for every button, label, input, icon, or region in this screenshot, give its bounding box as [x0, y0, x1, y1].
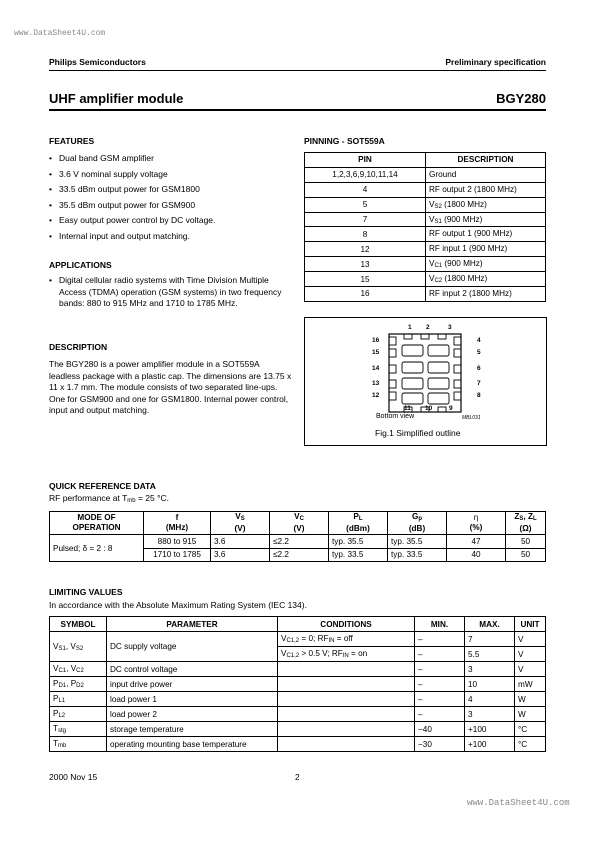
- figure-code: MBL031: [462, 415, 481, 421]
- watermark-bottom: www.DataSheet4U.com: [467, 798, 570, 808]
- pin-label: 10: [425, 405, 433, 412]
- min-cell: –: [415, 692, 465, 707]
- table-cell: ≤2.2: [270, 548, 329, 562]
- package-outline-drawing: [305, 318, 546, 445]
- table-row: [50, 737, 546, 752]
- table-row: [305, 257, 546, 272]
- table-row: [50, 662, 546, 677]
- conditions-cell: [278, 707, 415, 722]
- applications-list: [49, 275, 292, 310]
- pin-description-cell: VS2 (1800 MHz): [426, 197, 546, 212]
- table-cell: 1710 to 1785: [144, 548, 211, 562]
- vs-parameter-cell: DC supply voltage: [107, 632, 278, 662]
- eta-header: η (%): [447, 512, 506, 535]
- conditions-cell: [278, 662, 415, 677]
- parameter-cell: input drive power: [107, 677, 278, 692]
- min-cell: −40: [415, 722, 465, 737]
- pin-description-cell: RF input 2 (1800 MHz): [426, 287, 546, 302]
- features-heading: FEATURES: [49, 136, 95, 146]
- pin-description-cell: VC1 (900 MHz): [426, 257, 546, 272]
- pin-description-cell: RF output 1 (900 MHz): [426, 227, 546, 242]
- unit-cell: W: [515, 707, 546, 722]
- feature-item: • 3.6 V nominal supply voltage: [49, 167, 294, 183]
- conditions-cell: [278, 737, 415, 752]
- table-cell: 5.5: [465, 647, 515, 662]
- pinning-table: [304, 152, 546, 302]
- header-rule: [49, 70, 546, 71]
- table-row: [50, 722, 546, 737]
- description-text: The BGY280 is a power amplifier module in a SOT559A leadless package with a plastic cap. The dimensions are 13.75 x 11 x 1.7 mm. The module consists of two separated line-ups. One for GSM900 and one for GSM1800. Internal power control, input and output matching.: [49, 359, 292, 416]
- feature-item: • Easy output power control by DC voltage.: [49, 213, 294, 229]
- table-cell: 3.6: [211, 535, 270, 549]
- title-rule: [49, 109, 546, 111]
- table-cell: 50: [506, 535, 546, 549]
- pin-label: 16: [372, 337, 380, 344]
- pin-description-cell: RF input 1 (900 MHz): [426, 242, 546, 257]
- quick-reference-subtitle: RF performance at Tmb = 25 °C.: [49, 493, 170, 504]
- table-cell: typ. 35.5: [329, 535, 388, 549]
- applications-heading: APPLICATIONS: [49, 260, 112, 270]
- table-row: [305, 242, 546, 257]
- vc-header: VC (V): [270, 512, 329, 535]
- features-list: [49, 151, 294, 244]
- table-row: [50, 707, 546, 722]
- max-cell: 3: [465, 707, 515, 722]
- pin-label: 11: [404, 405, 411, 412]
- pin-number-cell: 16: [305, 287, 426, 302]
- quick-reference-heading: QUICK REFERENCE DATA: [49, 481, 156, 491]
- pin-number-cell: 15: [305, 272, 426, 287]
- unit-cell: mW: [515, 677, 546, 692]
- company-name: Philips Semiconductors: [49, 57, 146, 67]
- table-row: [50, 692, 546, 707]
- table-row: [305, 212, 546, 227]
- symbol-cell: PD1, PD2: [50, 677, 107, 692]
- pin-number-cell: 1,2,3,6,9,10,11,14: [305, 167, 426, 182]
- feature-item: • 35.5 dBm output power for GSM900: [49, 198, 294, 214]
- pin-label: 8: [477, 392, 481, 399]
- conditions-cell: [278, 692, 415, 707]
- symbol-cell: PL1: [50, 692, 107, 707]
- pin-label: 13: [372, 380, 380, 387]
- pin-label: 2: [426, 324, 430, 331]
- unit-header: UNIT: [515, 617, 546, 632]
- pin-description-cell: Ground: [426, 167, 546, 182]
- vs-condition-2: VC1,2 > 0.5 V; RFIN = on: [278, 647, 415, 662]
- symbol-cell: VC1, VC2: [50, 662, 107, 677]
- limiting-values-table: [49, 616, 546, 752]
- feature-item: • 33.5 dBm output power for GSM1800: [49, 182, 294, 198]
- pin-number-cell: 12: [305, 242, 426, 257]
- symbol-cell: Tstg: [50, 722, 107, 737]
- pin-description-cell: VS1 (900 MHz): [426, 212, 546, 227]
- pin-label: 1: [408, 324, 412, 331]
- pin-description-cell: RF output 2 (1800 MHz): [426, 182, 546, 197]
- limiting-values-subtitle: In accordance with the Absolute Maximum Rating System (IEC 134).: [49, 600, 307, 610]
- footer-page-number: 2: [295, 772, 300, 782]
- part-number: BGY280: [496, 91, 546, 106]
- max-cell: 3: [465, 662, 515, 677]
- pin-description-cell: VC2 (1800 MHz): [426, 272, 546, 287]
- table-cell: –: [415, 647, 465, 662]
- vs-symbol-cell: VS1, VS2: [50, 632, 107, 662]
- footer-date: 2000 Nov 15: [49, 772, 98, 782]
- min-cell: –: [415, 707, 465, 722]
- symbol-cell: Tmb: [50, 737, 107, 752]
- table-cell: 3.6: [211, 548, 270, 562]
- pin-label: 14: [372, 365, 380, 372]
- unit-cell: V: [515, 662, 546, 677]
- parameter-cell: operating mounting base temperature: [107, 737, 278, 752]
- unit-cell: °C: [515, 722, 546, 737]
- pin-label: 12: [372, 392, 380, 399]
- max-header: MAX.: [465, 617, 515, 632]
- vs-condition-1: VC1,2 = 0; RFIN = off: [278, 632, 415, 647]
- outline-figure: [304, 317, 547, 446]
- unit-cell: °C: [515, 737, 546, 752]
- pinning-heading: PINNING - SOT559A: [304, 136, 385, 146]
- min-cell: –: [415, 662, 465, 677]
- table-cell: –: [415, 632, 465, 647]
- table-cell: 40: [447, 548, 506, 562]
- pin-number-cell: 13: [305, 257, 426, 272]
- unit-cell: W: [515, 692, 546, 707]
- table-cell: V: [515, 647, 546, 662]
- pin-number-cell: 5: [305, 197, 426, 212]
- parameter-cell: load power 2: [107, 707, 278, 722]
- conditions-cell: [278, 722, 415, 737]
- table-cell: typ. 33.5: [388, 548, 447, 562]
- mode-cell: Pulsed; δ = 2 : 8: [50, 535, 144, 562]
- max-cell: 4: [465, 692, 515, 707]
- min-header: MIN.: [415, 617, 465, 632]
- spec-status: Preliminary specification: [445, 57, 546, 67]
- feature-item: • Internal input and output matching.: [49, 229, 294, 245]
- pin-number-cell: 7: [305, 212, 426, 227]
- pin-label: 9: [449, 405, 453, 412]
- max-cell: +100: [465, 722, 515, 737]
- table-cell: 880 to 915: [144, 535, 211, 549]
- table-cell: V: [515, 632, 546, 647]
- feature-item: • Dual band GSM amplifier: [49, 151, 294, 167]
- limiting-values-heading: LIMITING VALUES: [49, 587, 123, 597]
- conditions-cell: [278, 677, 415, 692]
- figure-caption: Fig.1 Simplified outline: [375, 428, 461, 438]
- pin-column-header: PIN: [305, 153, 426, 168]
- pin-label: 6: [477, 365, 481, 372]
- max-cell: 10: [465, 677, 515, 692]
- vs-header: VS (V): [211, 512, 270, 535]
- pin-number-cell: 8: [305, 227, 426, 242]
- symbol-cell: PL2: [50, 707, 107, 722]
- parameter-header: PARAMETER: [107, 617, 278, 632]
- description-column-header: DESCRIPTION: [426, 153, 546, 168]
- table-row: [305, 287, 546, 302]
- table-row: [50, 677, 546, 692]
- pin-label: 7: [477, 380, 481, 387]
- table-row: [305, 167, 546, 182]
- parameter-cell: load power 1: [107, 692, 278, 707]
- gp-header: Gp (dB): [388, 512, 447, 535]
- mode-header: MODE OF OPERATION: [50, 512, 144, 535]
- table-cell: typ. 33.5: [329, 548, 388, 562]
- table-cell: 7: [465, 632, 515, 647]
- max-cell: +100: [465, 737, 515, 752]
- table-row: [305, 227, 546, 242]
- watermark-top: www.DataSheet4U.com: [14, 29, 106, 38]
- bottom-view-label: Bottom view: [376, 413, 415, 420]
- conditions-header: CONDITIONS: [278, 617, 415, 632]
- table-cell: 50: [506, 548, 546, 562]
- table-row: [305, 197, 546, 212]
- description-heading: DESCRIPTION: [49, 342, 108, 352]
- pin-label: 15: [372, 349, 380, 356]
- table-cell: typ. 35.5: [388, 535, 447, 549]
- quick-reference-table: [49, 511, 546, 562]
- table-row: [305, 182, 546, 197]
- pin-label: 3: [448, 324, 452, 331]
- product-title: UHF amplifier module: [49, 91, 184, 106]
- table-cell: ≤2.2: [270, 535, 329, 549]
- table-cell: 47: [447, 535, 506, 549]
- pin-number-cell: 4: [305, 182, 426, 197]
- pin-label: 5: [477, 349, 481, 356]
- table-row: [305, 272, 546, 287]
- pin-label: 4: [477, 337, 481, 344]
- symbol-header: SYMBOL: [50, 617, 107, 632]
- application-item: • Digital cellular radio systems with Time Division Multiple Access (TDMA) operation (GSM systems) in two frequency bands: 880 to 915 MHz and 1710 to 1785 MHz.: [49, 275, 292, 310]
- f-header: f (MHz): [144, 512, 211, 535]
- pl-header: PL (dBm): [329, 512, 388, 535]
- min-cell: −30: [415, 737, 465, 752]
- z-header: ZS, ZL (Ω): [506, 512, 546, 535]
- min-cell: –: [415, 677, 465, 692]
- parameter-cell: storage temperature: [107, 722, 278, 737]
- parameter-cell: DC control voltage: [107, 662, 278, 677]
